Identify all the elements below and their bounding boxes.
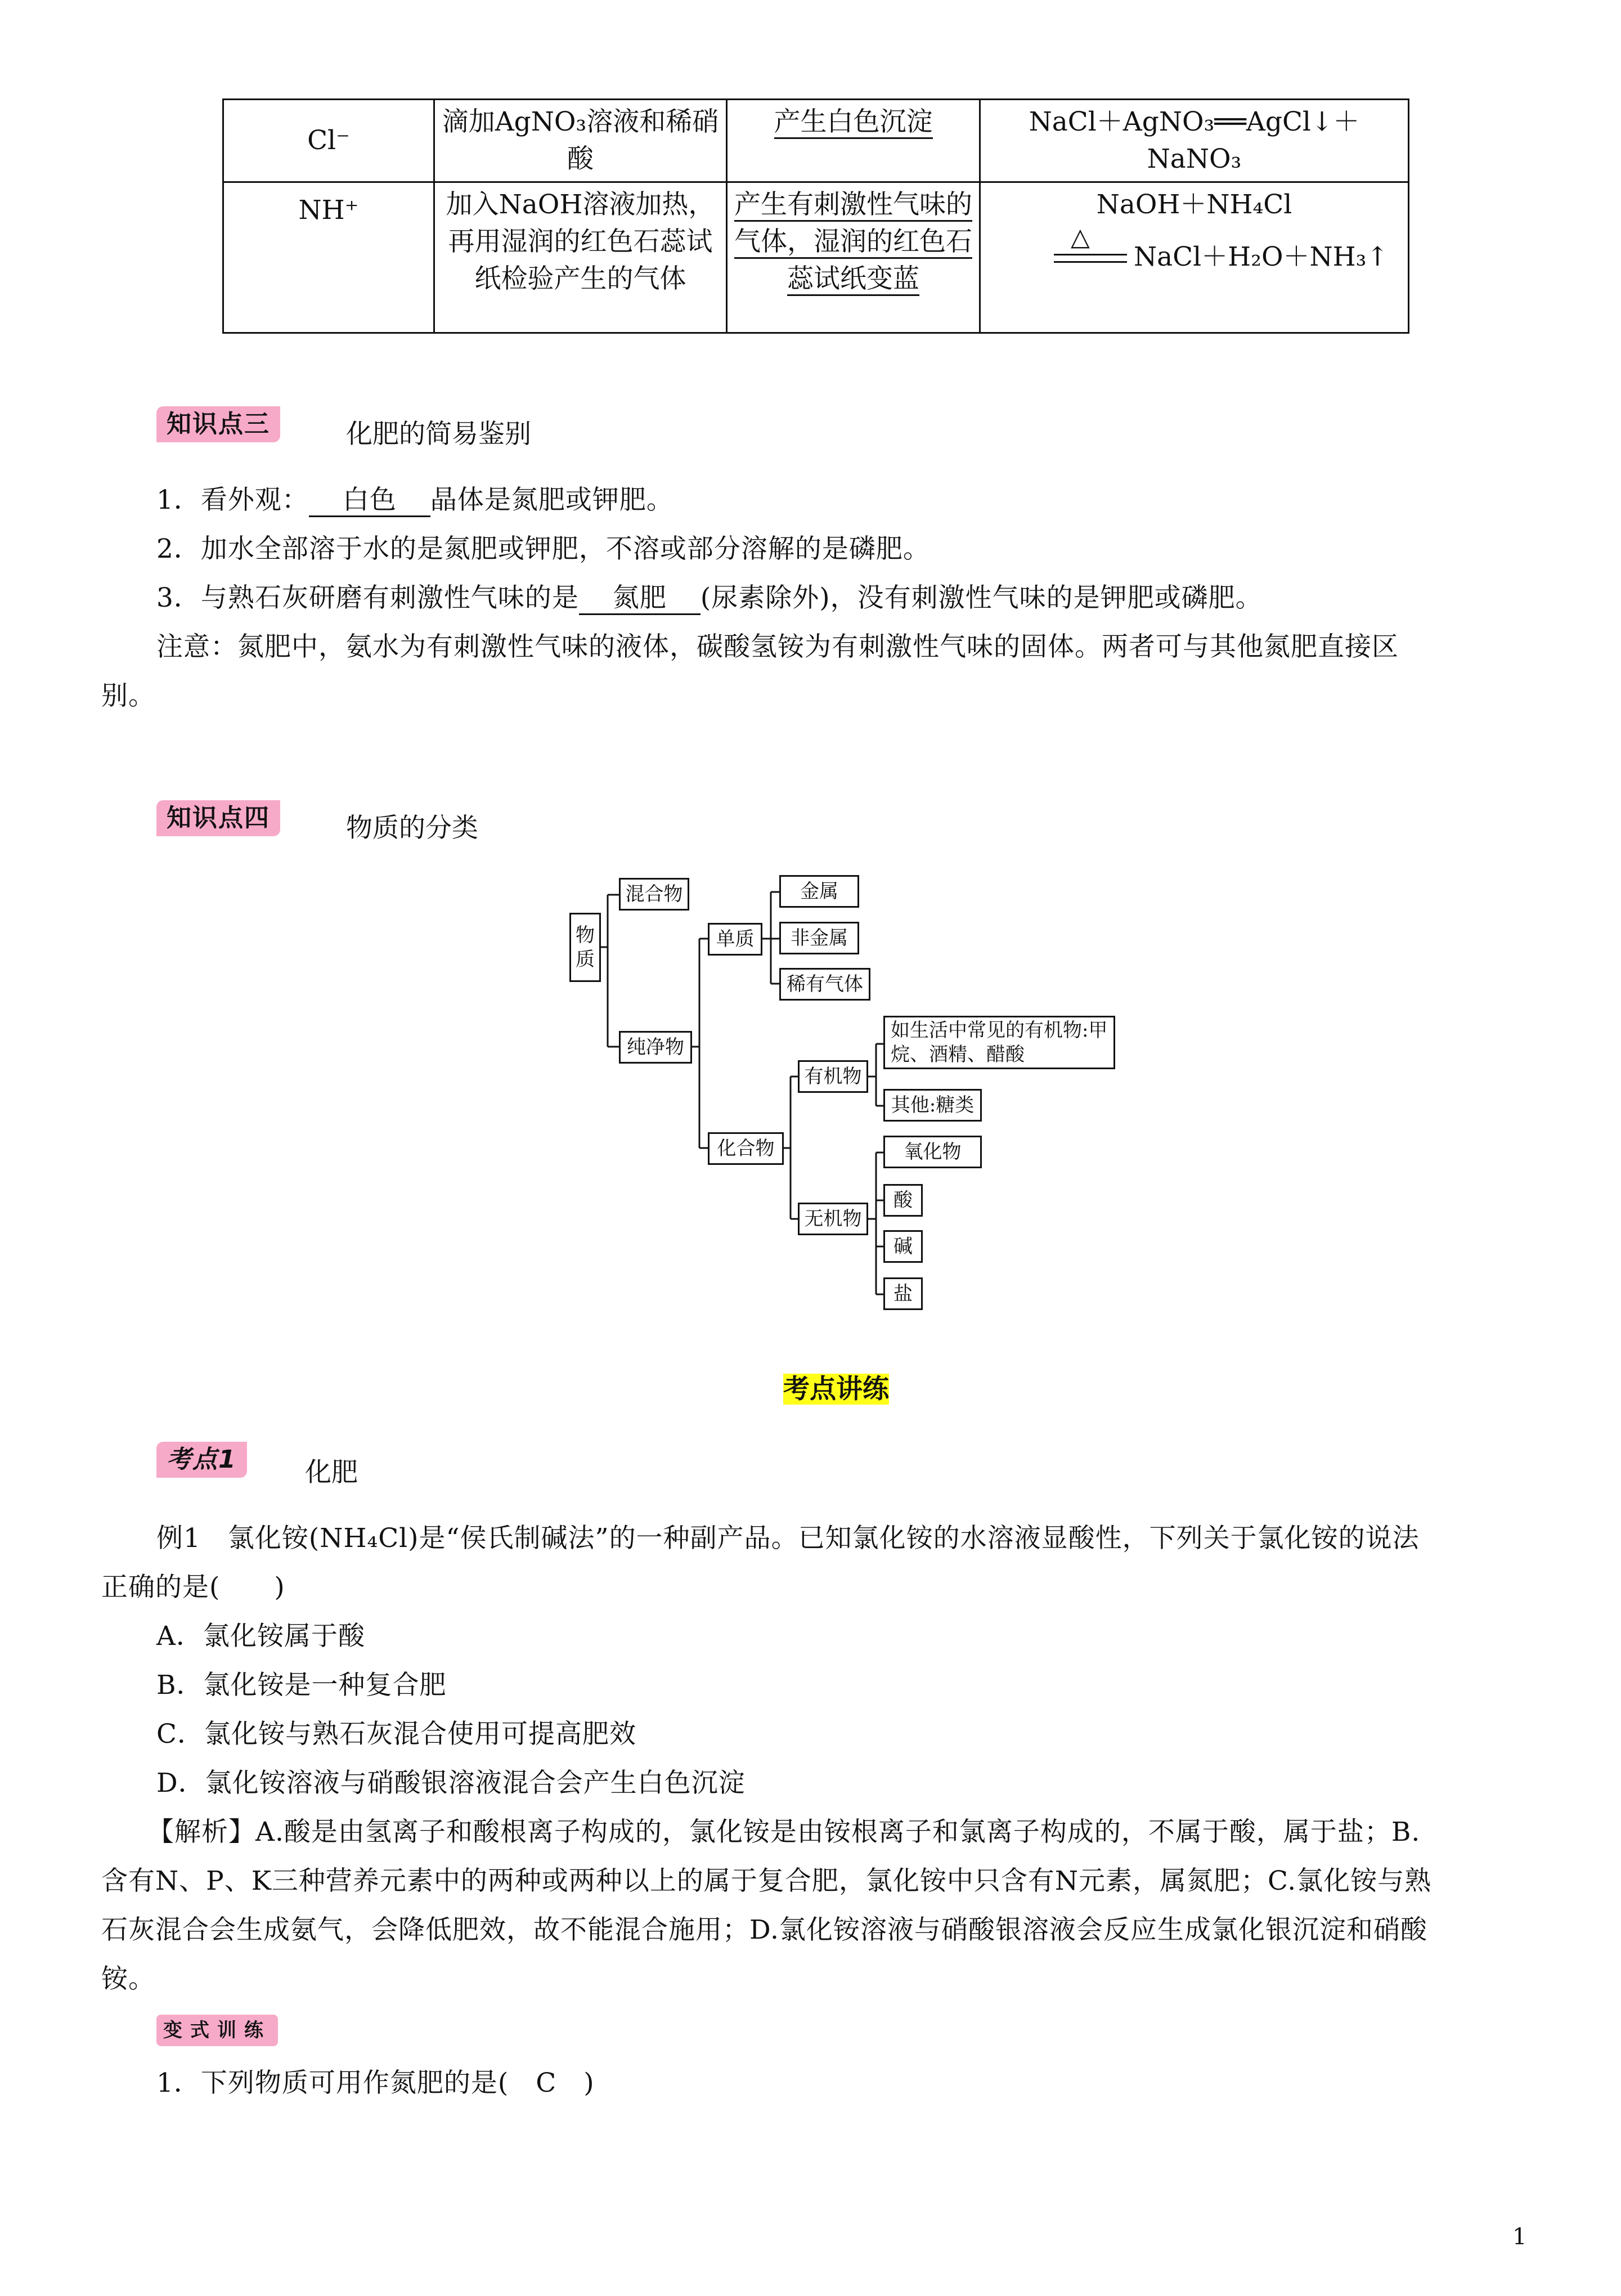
section-tag: 知识点四	[156, 800, 280, 836]
node-noble-gas: 稀有气体	[779, 968, 870, 1001]
option-b: B．氯化铵是一种复合肥	[156, 1670, 447, 1701]
practice-heading: 考点讲练	[783, 1374, 889, 1405]
answer-blank: 白色	[309, 485, 430, 517]
node-organic-common: 如生活中常见的有机物:甲烷、酒精、醋酸	[883, 1016, 1115, 1069]
heat-condition: △	[1071, 223, 1090, 252]
node-inorganic: 无机物	[798, 1203, 868, 1235]
variant-training-tag: 变式训练	[156, 2015, 278, 2046]
equation-cell: NaCl＋AgNO₃══AgCl↓＋NaNO₃	[980, 100, 1409, 182]
node-base: 碱	[883, 1230, 923, 1263]
option-c: C．氯化铵与熟石灰混合使用可提高肥效	[156, 1719, 636, 1750]
answer-blank: 产生白色沉淀	[774, 106, 933, 139]
method-cell: 滴加AgNO₃溶液和稀硝酸	[434, 100, 727, 182]
equation-products: NaCl＋H₂O＋NH₃↑	[1134, 241, 1389, 272]
section-title: 化肥的简易鉴别	[346, 419, 531, 450]
example-question: 正确的是( )	[101, 1572, 285, 1603]
section-tag: 考点1	[156, 1442, 247, 1478]
analysis-line: 铵。	[101, 1963, 155, 1994]
option-d: D．氯化铵溶液与硝酸银溶液混合会产生白色沉淀	[156, 1768, 746, 1799]
node-element: 单质	[708, 923, 762, 956]
section-tag: 知识点三	[156, 406, 280, 442]
section-title: 物质的分类	[346, 813, 478, 844]
example-question: 例1 氯化铵(NH₄Cl)是“侯氏制碱法”的一种副产品。已知氯化铵的水溶液显酸性，下列关于氯化铵的说法	[156, 1523, 1420, 1554]
note-line: 别。	[101, 680, 155, 711]
question-1: 1．下列物质可用作氮肥的是( C )	[156, 2068, 595, 2098]
node-organic-other: 其他:糖类	[883, 1089, 982, 1122]
option-a: A．氯化铵属于酸	[156, 1621, 365, 1652]
node-oxide: 氧化物	[883, 1136, 982, 1168]
item-2: 2．加水全部溶于水的是氮肥或钾肥，不溶或部分溶解的是磷肥。	[156, 533, 930, 564]
ion-cell: Cl⁻	[223, 100, 434, 182]
page-number: 1	[1512, 2224, 1527, 2250]
item-3: 3．与熟石灰研磨有刺激性气味的是 氮肥 (尿素除外)，没有刺激性气味的是钾肥或磷肥。	[156, 573, 1263, 622]
node-matter: 物质	[569, 913, 601, 982]
node-pure-substance: 纯净物	[619, 1031, 692, 1064]
analysis-line: 石灰混合会生成氨气，会降低肥效，故不能混合施用；D.氯化铵溶液与硝酸银溶液会反应生成氯化银沉淀和硝酸	[101, 1914, 1427, 1945]
node-compound: 化合物	[708, 1132, 784, 1165]
item-1: 1．看外观： 白色 晶体是氮肥或钾肥。	[156, 476, 673, 524]
ion-cell: NH⁺	[223, 182, 434, 333]
node-nonmetal: 非金属	[779, 922, 859, 954]
note-line: 注意：氮肥中，氨水为有刺激性气味的液体，碳酸氢铵为有刺激性气味的固体。两者可与其他氮肥直接区	[156, 631, 1399, 662]
analysis-line: 含有N、P、K三种营养元素中的两种或两种以上的属于复合肥，氯化铵中只含有N元素，属氮肥；C.氯化铵与熟	[101, 1866, 1432, 1896]
section-title: 化肥	[305, 1457, 358, 1488]
equation-reactants: NaOH＋NH₄Cl	[1096, 189, 1292, 220]
answer-blank: 氮肥	[579, 583, 701, 615]
node-acid: 酸	[883, 1184, 923, 1217]
analysis-line: 【解析】A.酸是由氢离子和酸根离子构成的，氯化铵是由铵根离子和氯离子构成的，不属于酸，属于盐；B.	[147, 1817, 1421, 1847]
node-metal: 金属	[779, 875, 859, 908]
node-organic: 有机物	[798, 1060, 868, 1093]
node-salt: 盐	[883, 1277, 923, 1310]
answer-blank: 产生有刺激性气味的气体，湿润的红色石蕊试纸变蓝	[734, 189, 972, 296]
node-mixture: 混合物	[619, 878, 689, 911]
method-cell: 加入NaOH溶液加热，再用湿润的红色石蕊试纸检验产生的气体	[434, 182, 727, 333]
